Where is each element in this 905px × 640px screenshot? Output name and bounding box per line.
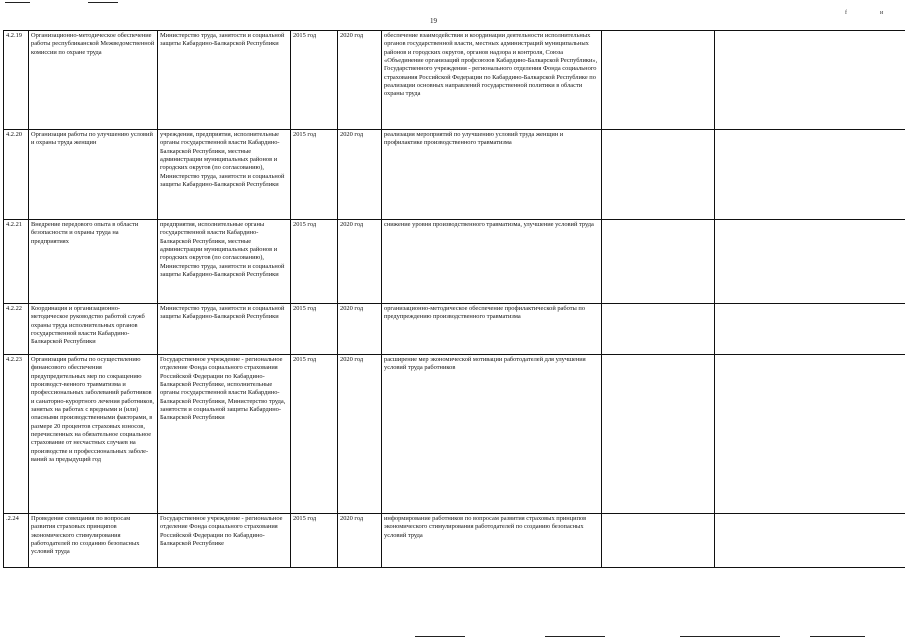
row-number: 4.2.20 xyxy=(4,130,29,220)
executor: Государственное учреждение - региональное отделение Фонда социального страхования Российской Федерации по Кабардино-Балкарской Республике xyxy=(158,514,291,568)
measure-name: Организация работы по улучшению условий и охраны труда женщин xyxy=(29,130,158,220)
empty-cell xyxy=(602,304,715,355)
expected-result: расширение мер экономической мотивации работодателей для улучшения условий труда работников xyxy=(382,355,602,514)
executor: учреждения, предприятия, исполнительные органы государственной власти Кабардино-Балкарской Республики, местные администрации муниципальных районов и городских округов (по согласованию), Министерство труда, занятости и социальной защиты Кабардино-Балкарской Республики xyxy=(158,130,291,220)
empty-cell xyxy=(602,514,715,568)
start-year: 2015 год xyxy=(291,355,338,514)
row-number: 4.2.19 xyxy=(4,31,29,130)
empty-cell xyxy=(602,130,715,220)
start-year: 2015 год xyxy=(291,130,338,220)
end-year: 2020 год xyxy=(338,355,382,514)
measure-name: Организация работы по осуществлению финансового обеспечения предупредительных мер по сокращению производст-венного травматизма и профессиональных заболеваний работников и санаторно-курортного лечения работников, занятых на работах с вредными и (или) опасными производственными факторами, в размере 20 процентов страховых взносов, перечисленных на обязательное социальное страхование от несчастных случаев на производстве и профессиональных заболе-ваний за предыдущий год xyxy=(29,355,158,514)
end-year: 2020 год xyxy=(338,304,382,355)
row-number: .2.24 xyxy=(4,514,29,568)
row-number: 4.2.22 xyxy=(4,304,29,355)
end-year: 2020 год xyxy=(338,31,382,130)
expected-result: реализация мероприятий по улучшению условий труда женщин и профилактике производственного травматизма xyxy=(382,130,602,220)
scan-artifact-line xyxy=(5,2,30,3)
start-year: 2015 год xyxy=(291,514,338,568)
corner-mark-f: f xyxy=(845,10,847,16)
empty-cell xyxy=(602,220,715,304)
expected-result: организационно-методическое обеспечение профилактической работы по предупреждению производственного травматизма xyxy=(382,304,602,355)
start-year: 2015 год xyxy=(291,304,338,355)
measure-name: Координация и организационно-методическое руководство работой служб охраны труда исполнительных органов государственной власти Кабардино-Балкарской Республики xyxy=(29,304,158,355)
table-row xyxy=(4,355,905,514)
scan-artifact-line xyxy=(810,636,865,637)
expected-result: информирование работников по вопросам развития страховых принципов экономического стимулирования работодателей по созданию безопасных условий труда xyxy=(382,514,602,568)
empty-cell xyxy=(715,130,905,220)
measure-name: Организационно-методическое обеспечение работы республиканской Межведомственной комиссии по охране труда xyxy=(29,31,158,130)
scan-artifact-line xyxy=(680,636,780,637)
table-row xyxy=(4,130,905,220)
empty-cell xyxy=(602,355,715,514)
corner-mark-i: и xyxy=(880,10,884,16)
table-row xyxy=(4,514,905,568)
executor: Государственное учреждение - региональное отделение Фонда социального страхования Российской Федерации по Кабардино-Балкарской Республике, исполнительные органы государственной власти Кабардино-Балкарской Республики, Министерство труда, занятости и социальной защиты Кабардино-Балкарской Республики xyxy=(158,355,291,514)
empty-cell xyxy=(715,31,905,130)
program-measures-table xyxy=(3,30,905,568)
page-number: 19 xyxy=(430,17,437,25)
table-row xyxy=(4,304,905,355)
scan-artifact-line xyxy=(415,636,465,637)
end-year: 2020 год xyxy=(338,514,382,568)
start-year: 2015 год xyxy=(291,31,338,130)
row-number: 4.2.21 xyxy=(4,220,29,304)
empty-cell xyxy=(715,514,905,568)
expected-result: обеспечение взаимодействия и координации деятельности исполнительных органов государственной власти, местных администраций муниципальных районов и городских округов, органов надзора и контроля, Союза «Объединение организаций профсоюзов Кабардино-Балкарской Республики», Государственного учреждения - регионального отделения Фонда социального страхования Российской Федерации по Кабардино-Балкарской Республике по реализации основных направлений государственной политики в области охраны труда xyxy=(382,31,602,130)
row-number: 4.2.23 xyxy=(4,355,29,514)
empty-cell xyxy=(715,304,905,355)
empty-cell xyxy=(602,31,715,130)
measure-name: Проведение совещания по вопросам развития страховых принципов экономического стимулирования работодателей по созданию безопасных условий труда xyxy=(29,514,158,568)
empty-cell xyxy=(715,220,905,304)
end-year: 2020 год xyxy=(338,220,382,304)
expected-result: снижение уровня производственного травматизма, улучшение условий труда xyxy=(382,220,602,304)
scan-artifact-line xyxy=(545,636,605,637)
table-row xyxy=(4,31,905,130)
start-year: 2015 год xyxy=(291,220,338,304)
end-year: 2020 год xyxy=(338,130,382,220)
executor: предприятия, исполнительные органы государственной власти Кабардино-Балкарской Республики, местные администрации муниципальных районов и городских округов (по согласованию), Министерство труда, занятости и социальной защиты Кабардино-Балкарской Республики xyxy=(158,220,291,304)
scan-artifact-line xyxy=(88,2,118,3)
empty-cell xyxy=(715,355,905,514)
measure-name: Внедрение передового опыта в области безопасности и охраны труда на предприятиях xyxy=(29,220,158,304)
executor: Министерство труда, занятости и социальной защиты Кабардино-Балкарской Республики xyxy=(158,31,291,130)
executor: Министерство труда, занятости и социальной защиты Кабардино-Балкарской Республики xyxy=(158,304,291,355)
table-row xyxy=(4,220,905,304)
